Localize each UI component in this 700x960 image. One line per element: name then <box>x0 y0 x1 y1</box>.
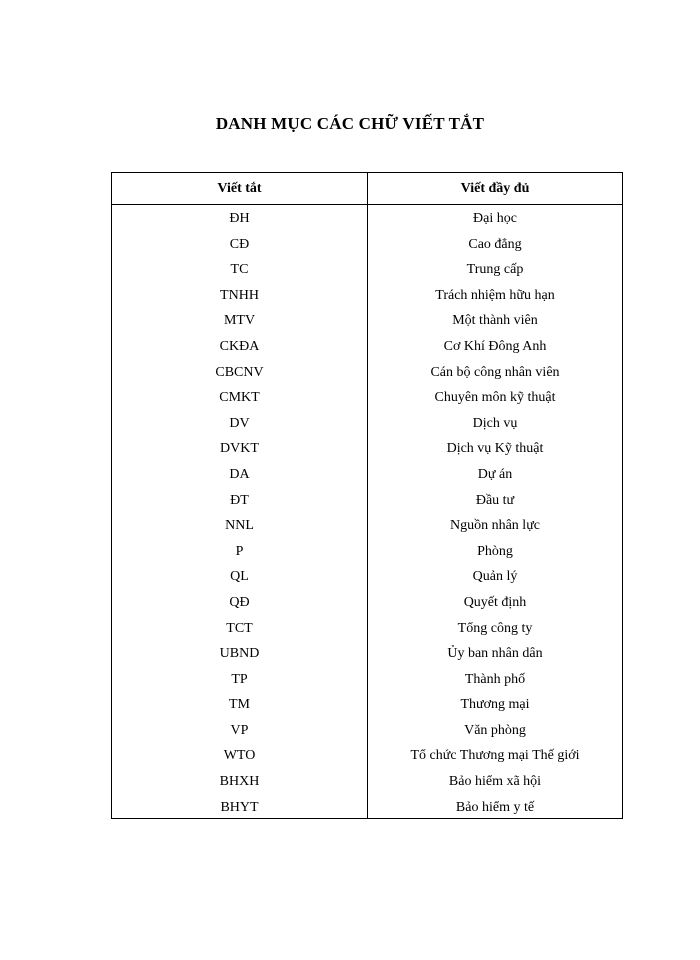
full-form-cell: Ủy ban nhân dân <box>447 646 543 662</box>
full-form-cell: Quản lý <box>472 569 518 585</box>
page-title: DANH MỤC CÁC CHỮ VIẾT TẮT <box>215 114 485 133</box>
abbreviation-cell: CMKT <box>219 390 260 406</box>
full-form-cell: Thương mại <box>460 697 530 713</box>
abbreviation-cell: ĐT <box>230 492 249 508</box>
abbreviation-cell: CKĐA <box>219 338 260 354</box>
abbreviation-cell: MTV <box>223 313 256 329</box>
abbreviation-cell: BHYT <box>220 799 259 815</box>
full-form-cell: Dịch vụ Kỹ thuật <box>446 441 544 457</box>
full-form-cell: Bảo hiểm xã hội <box>448 774 542 790</box>
abbreviation-cell: DV <box>229 415 250 431</box>
abbreviation-cell: CĐ <box>229 236 250 252</box>
full-form-cell: Quyết định <box>463 594 527 610</box>
full-form-cell: Thành phố <box>464 671 526 687</box>
abbreviation-cell: P <box>235 543 244 559</box>
abbreviation-cell: TC <box>230 262 249 278</box>
abbreviation-cell: QĐ <box>229 594 250 610</box>
abbreviation-cell: NNL <box>225 518 254 534</box>
abbreviation-column <box>112 205 368 818</box>
abbreviation-cell: DA <box>229 466 250 482</box>
abbreviation-cell: UBND <box>219 646 260 662</box>
header-abbreviation: Viết tắt <box>112 173 368 204</box>
header-full-form: Viết đầy đủ <box>460 181 530 196</box>
full-form-cell: Một thành viên <box>452 313 538 329</box>
abbreviation-cell: CBCNV <box>215 364 264 380</box>
abbreviation-table <box>111 172 623 819</box>
abbreviation-cell: VP <box>230 722 249 738</box>
abbreviation-cell: BHXH <box>219 774 260 790</box>
full-form-cell: Cao đẳng <box>468 236 522 252</box>
full-form-cell: Nguồn nhân lực <box>449 518 540 534</box>
abbreviation-cell: WTO <box>223 748 256 764</box>
table-header <box>112 173 622 205</box>
full-form-cell: Tổ chức Thương mại Thế giới <box>410 748 580 764</box>
abbreviation-cell: ĐH <box>229 211 250 226</box>
full-form-column <box>368 205 622 818</box>
full-form-cell: Trách nhiệm hữu hạn <box>435 287 555 303</box>
full-form-cell: Dự án <box>477 466 513 482</box>
full-form-cell: Cơ Khí Đông Anh <box>443 338 547 354</box>
full-form-cell: Phòng <box>477 543 513 559</box>
full-form-cell: Đại học <box>473 211 517 226</box>
full-form-cell: Dịch vụ <box>472 415 518 431</box>
abbreviation-cell: TP <box>231 671 248 687</box>
full-form-cell: Đầu tư <box>475 492 515 508</box>
abbreviation-cell: TCT <box>226 620 253 636</box>
full-form-cell: Bảo hiểm y tế <box>455 799 535 815</box>
abbreviation-cell: QL <box>230 569 249 585</box>
abbreviation-cell: TNHH <box>220 287 259 303</box>
full-form-cell: Văn phòng <box>464 722 526 738</box>
full-form-cell: Tổng công ty <box>457 620 533 636</box>
full-form-cell: Chuyên môn kỹ thuật <box>434 390 556 406</box>
abbreviation-cell: TM <box>229 697 250 713</box>
table-body <box>112 205 622 818</box>
full-form-cell: Cán bộ công nhân viên <box>430 364 560 380</box>
full-form-cell: Trung cấp <box>466 262 524 278</box>
abbreviation-cell: DVKT <box>220 441 259 457</box>
